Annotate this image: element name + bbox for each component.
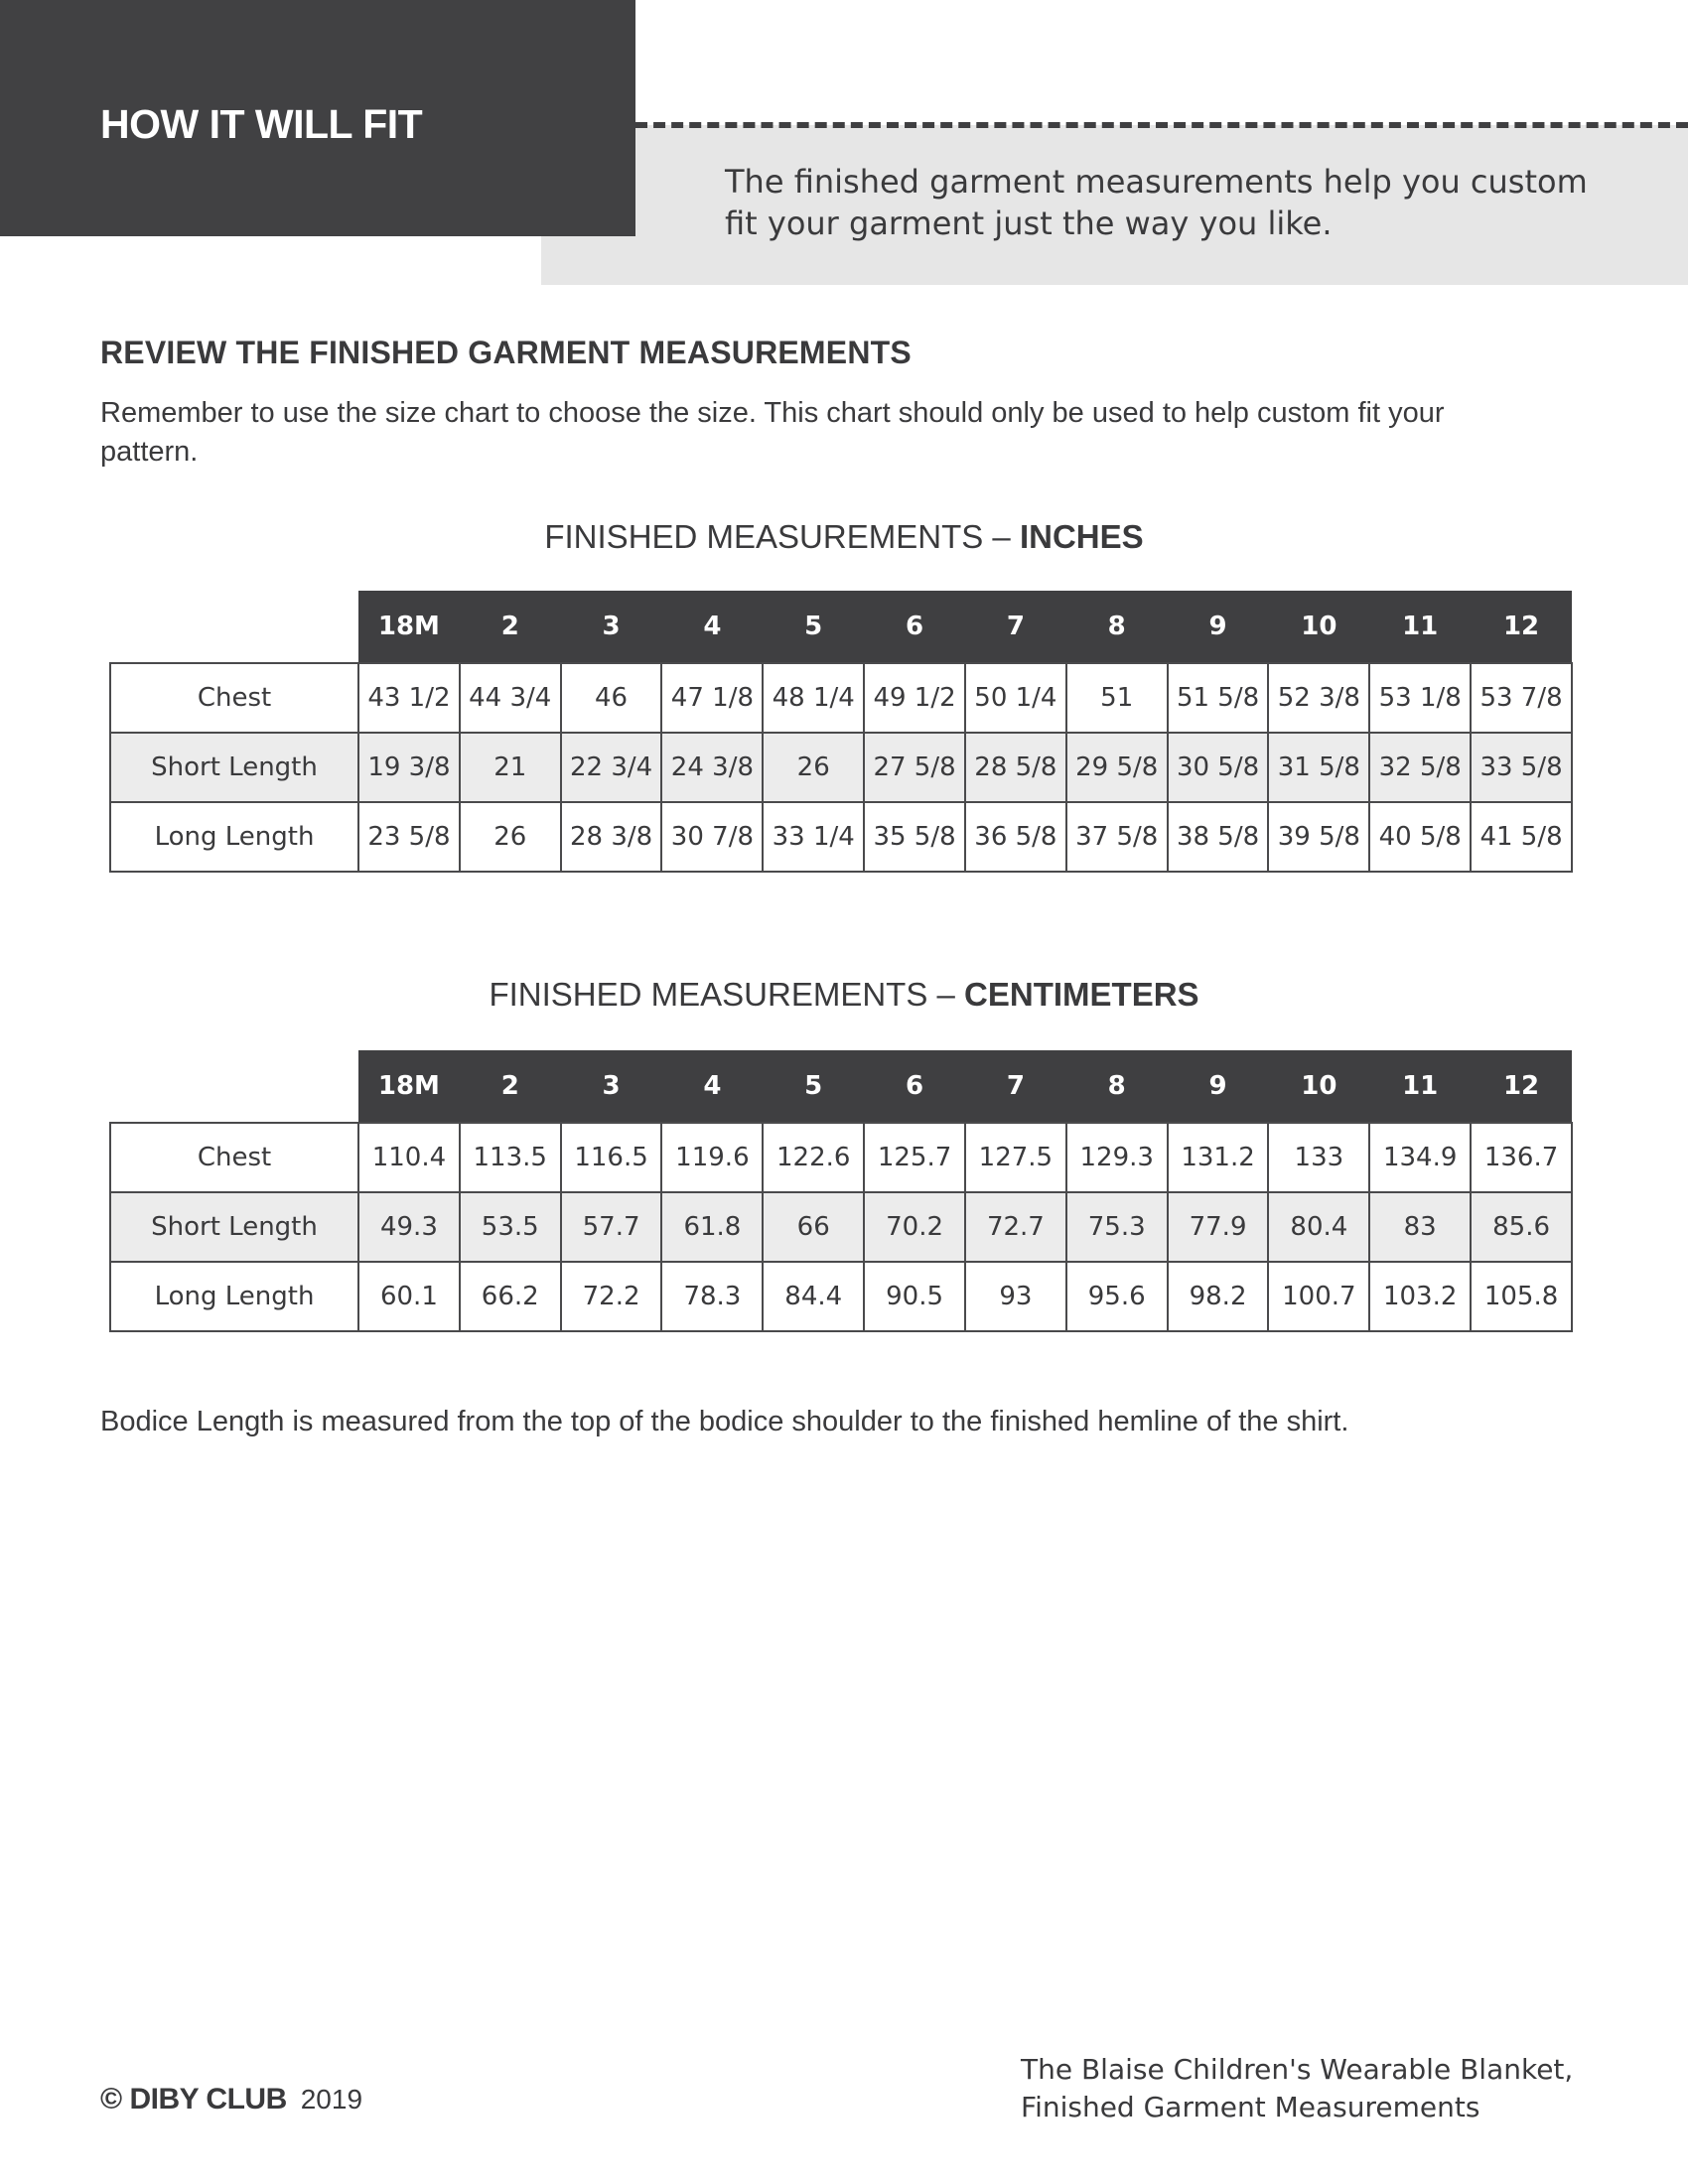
- size-header: 10: [1268, 1050, 1369, 1123]
- table-cell: 24 3/8: [661, 733, 763, 802]
- intro-line-2: fit your garment just the way you like.: [725, 205, 1333, 242]
- size-header: 11: [1369, 1050, 1471, 1123]
- table-cell: 70.2: [864, 1192, 965, 1262]
- footer-line-2: Finished Garment Measurements: [1021, 2091, 1480, 2123]
- dashed-divider: [635, 122, 1688, 128]
- table-cell: 98.2: [1168, 1262, 1269, 1331]
- table-cell: 72.2: [561, 1262, 662, 1331]
- size-header: 11: [1369, 591, 1471, 663]
- intro-text: [725, 161, 1618, 244]
- table-cell: 33 1/4: [763, 802, 864, 872]
- table-cell: 19 3/8: [358, 733, 460, 802]
- inches-size-header-row: [110, 591, 1572, 663]
- measurement-note: Bodice Length is measured from the top of the bodice shoulder to the finished hemline of the shirt.: [100, 1406, 1349, 1437]
- table-cell: 95.6: [1066, 1262, 1168, 1331]
- table-row: [110, 1262, 1572, 1331]
- table-cell: 31 5/8: [1268, 733, 1369, 802]
- page-title: HOW IT WILL FIT: [100, 101, 423, 147]
- table-cell: 49.3: [358, 1192, 460, 1262]
- size-header: 4: [661, 591, 763, 663]
- size-header: 9: [1168, 591, 1269, 663]
- table-cell: 33 5/8: [1471, 733, 1572, 802]
- table-corner: [110, 1050, 358, 1123]
- intro-line-1: The finished garment measurements help you custom: [725, 163, 1588, 201]
- table-cell: 110.4: [358, 1123, 460, 1192]
- table-cell: 103.2: [1369, 1262, 1471, 1331]
- table-corner: [110, 591, 358, 663]
- table-row: [110, 802, 1572, 872]
- table-cell: 26: [460, 802, 561, 872]
- table-cell: 27 5/8: [864, 733, 965, 802]
- table-cell: 113.5: [460, 1123, 561, 1192]
- inches-table: [109, 591, 1573, 873]
- footer-document-title: [1021, 2051, 1573, 2126]
- table-cell: 52 3/8: [1268, 663, 1369, 733]
- footer-line-1: The Blaise Children's Wearable Blanket,: [1021, 2053, 1574, 2086]
- table-cell: 78.3: [661, 1262, 763, 1331]
- size-header: 10: [1268, 591, 1369, 663]
- table-cell: 28 3/8: [561, 802, 662, 872]
- table-cell: 50 1/4: [965, 663, 1066, 733]
- size-header: 6: [864, 1050, 965, 1123]
- row-label: Chest: [110, 663, 358, 733]
- size-header: 6: [864, 591, 965, 663]
- size-header: 3: [561, 591, 662, 663]
- size-header: 7: [965, 1050, 1066, 1123]
- table-cell: 83: [1369, 1192, 1471, 1262]
- inches-title-prefix: FINISHED MEASUREMENTS –: [544, 518, 1020, 555]
- table-cell: 53 7/8: [1471, 663, 1572, 733]
- table-cell: 39 5/8: [1268, 802, 1369, 872]
- size-header: 7: [965, 591, 1066, 663]
- inches-table-title: [0, 518, 1688, 556]
- table-cell: 57.7: [561, 1192, 662, 1262]
- inches-title-unit: INCHES: [1019, 518, 1144, 555]
- size-header: 18M: [358, 591, 460, 663]
- copyright-year: 2019: [300, 2084, 363, 2115]
- table-cell: 38 5/8: [1168, 802, 1269, 872]
- size-header: 18M: [358, 1050, 460, 1123]
- cm-title-unit: CENTIMETERS: [964, 976, 1199, 1013]
- table-cell: 51 5/8: [1168, 663, 1269, 733]
- table-cell: 93: [965, 1262, 1066, 1331]
- table-cell: 30 5/8: [1168, 733, 1269, 802]
- row-label: Long Length: [110, 802, 358, 872]
- row-label: Long Length: [110, 1262, 358, 1331]
- table-cell: 43 1/2: [358, 663, 460, 733]
- table-cell: 122.6: [763, 1123, 864, 1192]
- table-cell: 26: [763, 733, 864, 802]
- cm-title-prefix: FINISHED MEASUREMENTS –: [489, 976, 965, 1013]
- table-cell: 100.7: [1268, 1262, 1369, 1331]
- size-header: 12: [1471, 1050, 1572, 1123]
- size-header: 8: [1066, 591, 1168, 663]
- table-row: [110, 733, 1572, 802]
- row-label: Chest: [110, 1123, 358, 1192]
- table-cell: 129.3: [1066, 1123, 1168, 1192]
- table-cell: 51: [1066, 663, 1168, 733]
- brand-logo: © DIBY CLUB: [100, 2083, 287, 2116]
- table-cell: 29 5/8: [1066, 733, 1168, 802]
- table-cell: 90.5: [864, 1262, 965, 1331]
- section-body: Remember to use the size chart to choose the size. This chart should only be used to help custom fit your pattern.: [100, 397, 1445, 468]
- size-header: 4: [661, 1050, 763, 1123]
- size-header: 8: [1066, 1050, 1168, 1123]
- table-cell: 77.9: [1168, 1192, 1269, 1262]
- size-header: 3: [561, 1050, 662, 1123]
- cm-table-title: [0, 976, 1688, 1014]
- row-label: Short Length: [110, 1192, 358, 1262]
- size-header: 2: [460, 1050, 561, 1123]
- footer-copyright: [100, 2083, 362, 2116]
- table-row: [110, 663, 1572, 733]
- cm-size-header-row: [110, 1050, 1572, 1123]
- table-row: [110, 1123, 1572, 1192]
- table-cell: 85.6: [1471, 1192, 1572, 1262]
- table-cell: 35 5/8: [864, 802, 965, 872]
- table-cell: 136.7: [1471, 1123, 1572, 1192]
- table-cell: 48 1/4: [763, 663, 864, 733]
- table-cell: 49 1/2: [864, 663, 965, 733]
- table-cell: 131.2: [1168, 1123, 1269, 1192]
- size-header: 5: [763, 591, 864, 663]
- table-cell: 133: [1268, 1123, 1369, 1192]
- table-cell: 119.6: [661, 1123, 763, 1192]
- table-cell: 134.9: [1369, 1123, 1471, 1192]
- table-cell: 66.2: [460, 1262, 561, 1331]
- size-header: 9: [1168, 1050, 1269, 1123]
- centimeters-table: [109, 1050, 1573, 1332]
- table-cell: 116.5: [561, 1123, 662, 1192]
- table-cell: 125.7: [864, 1123, 965, 1192]
- table-cell: 40 5/8: [1369, 802, 1471, 872]
- table-cell: 23 5/8: [358, 802, 460, 872]
- size-header: 12: [1471, 591, 1572, 663]
- table-cell: 36 5/8: [965, 802, 1066, 872]
- table-cell: 32 5/8: [1369, 733, 1471, 802]
- row-label: Short Length: [110, 733, 358, 802]
- size-header: 2: [460, 591, 561, 663]
- header-banner: [0, 0, 635, 236]
- table-cell: 37 5/8: [1066, 802, 1168, 872]
- table-cell: 30 7/8: [661, 802, 763, 872]
- table-row: [110, 1192, 1572, 1262]
- table-cell: 84.4: [763, 1262, 864, 1331]
- table-cell: 47 1/8: [661, 663, 763, 733]
- section-heading: REVIEW THE FINISHED GARMENT MEASUREMENTS: [100, 335, 912, 370]
- table-cell: 61.8: [661, 1192, 763, 1262]
- table-cell: 41 5/8: [1471, 802, 1572, 872]
- table-cell: 22 3/4: [561, 733, 662, 802]
- table-cell: 53.5: [460, 1192, 561, 1262]
- table-cell: 72.7: [965, 1192, 1066, 1262]
- table-cell: 105.8: [1471, 1262, 1572, 1331]
- table-cell: 66: [763, 1192, 864, 1262]
- table-cell: 127.5: [965, 1123, 1066, 1192]
- table-cell: 44 3/4: [460, 663, 561, 733]
- table-cell: 28 5/8: [965, 733, 1066, 802]
- table-cell: 60.1: [358, 1262, 460, 1331]
- size-header: 5: [763, 1050, 864, 1123]
- table-cell: 80.4: [1268, 1192, 1369, 1262]
- table-cell: 46: [561, 663, 662, 733]
- table-cell: 21: [460, 733, 561, 802]
- table-cell: 75.3: [1066, 1192, 1168, 1262]
- table-cell: 53 1/8: [1369, 663, 1471, 733]
